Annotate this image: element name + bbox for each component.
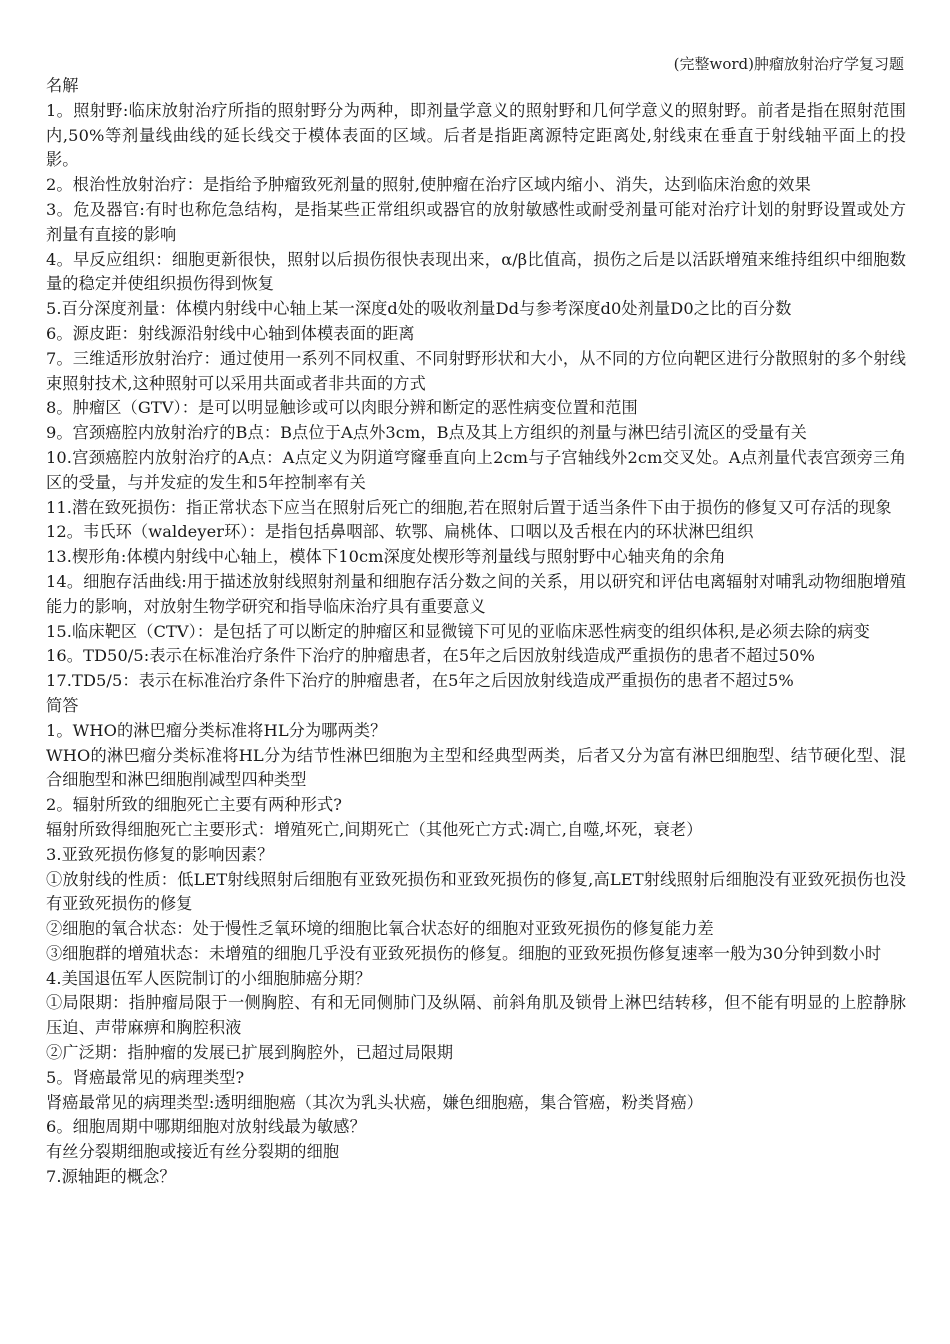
answer: 肾癌最常见的病理类型:透明细胞癌（其次为乳头状癌，嫌色细胞癌，集合管癌，粉类肾癌）	[46, 1092, 704, 1112]
answer: ①放射线的性质：低LET射线照射后细胞有亚致死损伤和亚致死损伤的修复,高LET射线照射后细胞没有亚致死损伤也没有亚致死损伤的修复	[46, 869, 906, 914]
paragraph: 9。宫颈癌腔内放射治疗的B点：B点位于A点外3cm，B点及其上方组织的剂量与淋巴结引流区的受量有关	[46, 423, 807, 443]
paragraph: 8。肿瘤区（GTV）：是可以明显触诊或可以肉眼分辨和断定的恶性病变位置和范围	[46, 398, 638, 418]
paragraph: 15.临床靶区（CTV）：是包括了可以断定的肿瘤区和显微镜下可见的亚临床恶性病变的组织体积,是必须去除的病变	[46, 621, 870, 641]
running-header: (完整word)肿瘤放射治疗学复习题	[673, 55, 904, 73]
paragraph: 17.TD5/5：表示在标准治疗条件下治疗的肿瘤患者，在5年之后因放射线造成严重损伤的患者不超过5%	[46, 671, 794, 691]
paragraph: 13.楔形角:体模内射线中心轴上，模体下10cm深度处楔形等剂量线与照射野中心轴夹角的余角	[46, 547, 726, 567]
section-heading: 简答	[46, 695, 79, 715]
answer: ②广泛期：指肿瘤的发展已扩展到胸腔外，已超过局限期	[46, 1043, 454, 1063]
question: 2。辐射所致的细胞死亡主要有两种形式?	[46, 795, 343, 815]
paragraph: 10.宫颈癌腔内放射治疗的A点：A点定义为阴道穹窿垂直向上2cm与子宫轴线外2cm交叉处。A点剂量代表宫颈旁三角区的受量，与并发症的发生和5年控制率有关	[46, 447, 906, 492]
question: 3.亚致死损伤修复的影响因素？	[46, 844, 274, 864]
paragraph: 4。早反应组织：细胞更新很快，照射以后损伤很快表现出来，α/β比值高，损伤之后是以活跃增殖来维持组织中细胞数量的稳定并使组织损伤得到恢复	[46, 249, 906, 294]
question: 7.源轴距的概念？	[46, 1167, 176, 1187]
answer: 辐射所致得细胞死亡主要形式：增殖死亡,间期死亡（其他死亡方式:凋亡,自噬,坏死，衰老）	[46, 819, 703, 839]
paragraph: 12。韦氏环（waldeyer环）：是指包括鼻咽部、软鄂、扁桃体、口咽以及舌根在内的环状淋巴组织	[46, 522, 754, 542]
document-body	[46, 74, 906, 1190]
answer: WHO的淋巴瘤分类标准将HL分为结节性淋巴细胞为主型和经典型两类，后者又分为富有淋巴细胞型、结节硬化型、混合细胞型和淋巴细胞削减型四种类型	[46, 745, 906, 790]
question: 4.美国退伍军人医院制订的小细胞肺癌分期？	[46, 968, 372, 988]
paragraph: 7。三维适形放射治疗：通过使用一系列不同权重、不同射野形状和大小，从不同的方位向靶区进行分散照射的多个射线束照射技术,这种照射可以采用共面或者非共面的方式	[46, 348, 906, 393]
answer: ③细胞群的增殖状态：未增殖的细胞几乎没有亚致死损伤的修复。细胞的亚致死损伤修复速率一般为30分钟到数小时	[46, 943, 882, 963]
section-heading: 名解	[46, 76, 79, 95]
question: 1。WHO的淋巴瘤分类标准将HL分为哪两类？	[46, 720, 387, 740]
answer: 有丝分裂期细胞或接近有丝分裂期的细胞	[46, 1142, 340, 1162]
answer: ①局限期：指肿瘤局限于一侧胸腔、有和无同侧肺门及纵隔、前斜角肌及锁骨上淋巴结转移，但不能有明显的上腔静脉压迫、声带麻痹和胸腔积液	[46, 993, 906, 1038]
paragraph: 14。细胞存活曲线:用于描述放射线照射剂量和细胞存活分数之间的关系，用以研究和评估电离辐射对哺乳动物细胞增殖能力的影响，对放射生物学研究和指导临床治疗具有重要意义	[46, 571, 906, 616]
paragraph: 5.百分深度剂量：体模内射线中心轴上某一深度d处的吸收剂量Dd与参考深度d0处剂量D0之比的百分数	[46, 299, 792, 319]
question: 6。细胞周期中哪期细胞对放射线最为敏感？	[46, 1117, 366, 1137]
paragraph: 1。照射野:临床放射治疗所指的照射野分为两种，即剂量学意义的照射野和几何学意义的照射野。前者是指在照射范围内,50%等剂量线曲线的延长线交于模体表面的区域。后者是指距离源特定距离处,射线束在垂直于射线轴平面上的投影。	[46, 100, 906, 170]
paragraph: 11.潜在致死损伤：指正常状态下应当在照射后死亡的细胞,若在照射后置于适当条件下由于损伤的修复又可存活的现象	[46, 497, 892, 517]
paragraph: 2。根治性放射治疗：是指给予肿瘤致死剂量的照射,使肿瘤在治疗区域内缩小、消失，达到临床治愈的效果	[46, 175, 811, 195]
paragraph: 16。TD50/5:表示在标准治疗条件下治疗的肿瘤患者，在5年之后因放射线造成严重损伤的患者不超过50%	[46, 646, 815, 666]
answer: ②细胞的氧合状态：处于慢性乏氧环境的细胞比氧合状态好的细胞对亚致死损伤的修复能力差	[46, 919, 714, 939]
question: 5。肾癌最常见的病理类型?	[46, 1067, 245, 1087]
paragraph: 3。危及器官:有时也称危急结构，是指某些正常组织或器官的放射敏感性或耐受剂量可能对治疗计划的射野设置或处方剂量有直接的影响	[46, 199, 906, 244]
paragraph: 6。源皮距：射线源沿射线中心轴到体模表面的距离	[46, 323, 415, 343]
